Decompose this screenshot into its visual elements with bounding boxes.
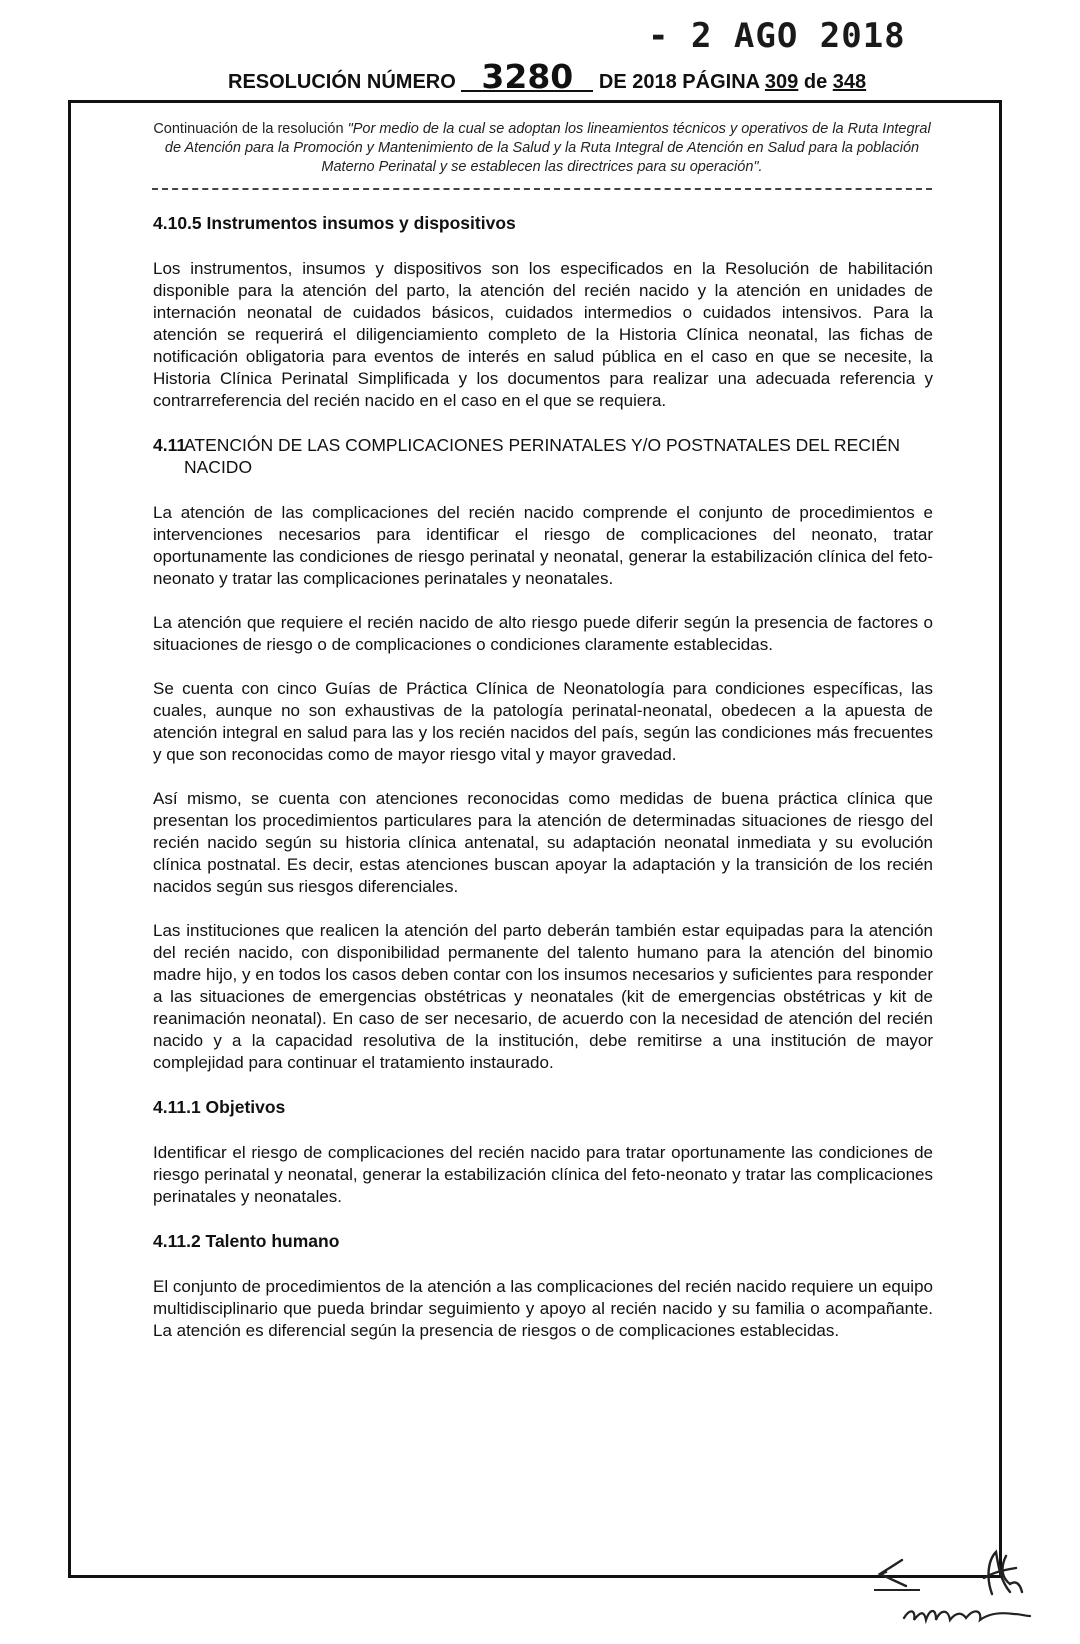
- dashed-separator: [152, 188, 932, 190]
- paragraph: El conjunto de procedimientos de la atención a las complicaciones del recién nacido requiere un equipo multidisciplinario que pueda brindar seguimiento y apoyo al recién nacido y su familia o acompañante. La atención es diferencial según la presencia de riesgos o de complicaciones establecidas.: [153, 1277, 933, 1340]
- handwritten-signature-icon: [896, 1598, 1036, 1628]
- resolution-year-text: DE 2018 PÁGINA: [598, 71, 760, 93]
- handwritten-initial-icon: [872, 1556, 922, 1592]
- resolution-prefix: RESOLUCIÓN NÚMERO: [228, 71, 456, 93]
- resolution-header: [228, 57, 928, 96]
- page-total: 348: [832, 71, 867, 93]
- handwritten-initial-icon: [970, 1548, 1026, 1598]
- paragraph: Identificar el riesgo de complicaciones del recién nacido para tratar oportunamente las condiciones de riesgo perinatal y neonatal, generar la estabilización clínica del feto-neonato y tratar las complicaciones perinatales y neonatales.: [153, 1143, 933, 1206]
- paragraph: Los instrumentos, insumos y dispositivos son los especificados en la Resolución de habilitación disponible para la atención del parto, la atención del recién nacido y la atención en unidades de internación neonatal de cuidados básicos, cuidados intermedios o cuidados intensivos. Para la atención se requerirá el diligenciamiento completo de la Historia Clínica neonatal, las fichas de notificación obligatoria para eventos de interés en salud pública en el caso en que se necesite, la Historia Clínica Perinatal Simplificada y los documentos para realizar una adecuada referencia y contrarreferencia del recién nacido en el caso en el que se requiera.: [153, 259, 933, 410]
- paragraph: Las instituciones que realicen la atención del parto deberán también estar equipadas para la atención del recién nacido, con disponibilidad permanente del talento humano para la atención del binomio madre hijo, y en todos los casos deben contar con los insumos necesarios y suficientes para responder a las situaciones de emergencias obstétricas y neonatales (kit de emergencias obstétricas y kit de reanimación neonatal). En caso de ser necesario, de acuerdo con la necesidad de atención del recién nacido y a la capacidad resolutiva de la institución, debe remitirse a una institución de mayor complejidad para continuar el tratamiento instaurado.: [153, 921, 933, 1072]
- subtitle-lead: Continuación de la resolución: [153, 121, 344, 137]
- page-current: 309: [764, 71, 799, 93]
- section-number: 4.11: [153, 435, 187, 455]
- section-heading-4-11: [153, 434, 933, 478]
- paragraph: Así mismo, se cuenta con atenciones reconocidas como medidas de buena práctica clínica que presentan los procedimientos particulares para la atención de determinadas situaciones de riesgo del recién nacido según su historia clínica antenatal, su adaptación neonatal inmediata y su evolución clínica postnatal. Es decir, estas atenciones buscan apoyar la adaptación y la transición de los recién nacidos según sus riesgos diferenciales.: [153, 789, 933, 896]
- continuation-subtitle: [152, 120, 932, 177]
- subtitle-quote: "Por medio de la cual se adoptan los lineamientos técnicos y operativos de la Ruta Integral de Atención para la Promoción y Mantenimiento de la Salud y la Ruta Integral de Atención en Salud para la población Materno Perinatal y se establecen las directrices para su operación".: [164, 121, 931, 175]
- paragraph: Se cuenta con cinco Guías de Práctica Clínica de Neonatología para condiciones específicas, las cuales, aunque no son exhaustivas de la patología perinatal-neonatal, obedecen a la apuesta de atención integral en salud para las y los recién nacidos del país, según las condiciones más frecuentes y que son reconocidas como de mayor riesgo vital y mayor gravedad.: [153, 679, 933, 764]
- date-stamp: - 2 AGO 2018: [648, 16, 906, 56]
- section-title: ATENCIÓN DE LAS COMPLICACIONES PERINATALES Y/O POSTNATALES DEL RECIÉN NACIDO: [184, 435, 901, 477]
- section-heading-4-11-1: 4.11.1 Objetivos: [153, 1097, 286, 1117]
- paragraph: La atención que requiere el recién nacido de alto riesgo puede diferir según la presencia de factores o situaciones de riesgo o de complicaciones o condiciones claramente establecidas.: [153, 613, 933, 654]
- section-heading-4-11-2: 4.11.2 Talento humano: [153, 1231, 340, 1251]
- page-of-label: de: [803, 71, 828, 93]
- resolution-number: 3280: [461, 64, 593, 92]
- section-heading-4-10-5: 4.10.5 Instrumentos insumos y dispositivos: [153, 213, 516, 233]
- paragraph: La atención de las complicaciones del recién nacido comprende el conjunto de procedimientos e intervenciones necesarios para identificar el riesgo de complicaciones del neonato, tratar oportunamente las condiciones de riesgo perinatal y neonatal, generar la estabilización clínica del feto-neonato y tratar las complicaciones perinatales y neonatales.: [153, 503, 933, 588]
- document-body: [153, 212, 933, 1364]
